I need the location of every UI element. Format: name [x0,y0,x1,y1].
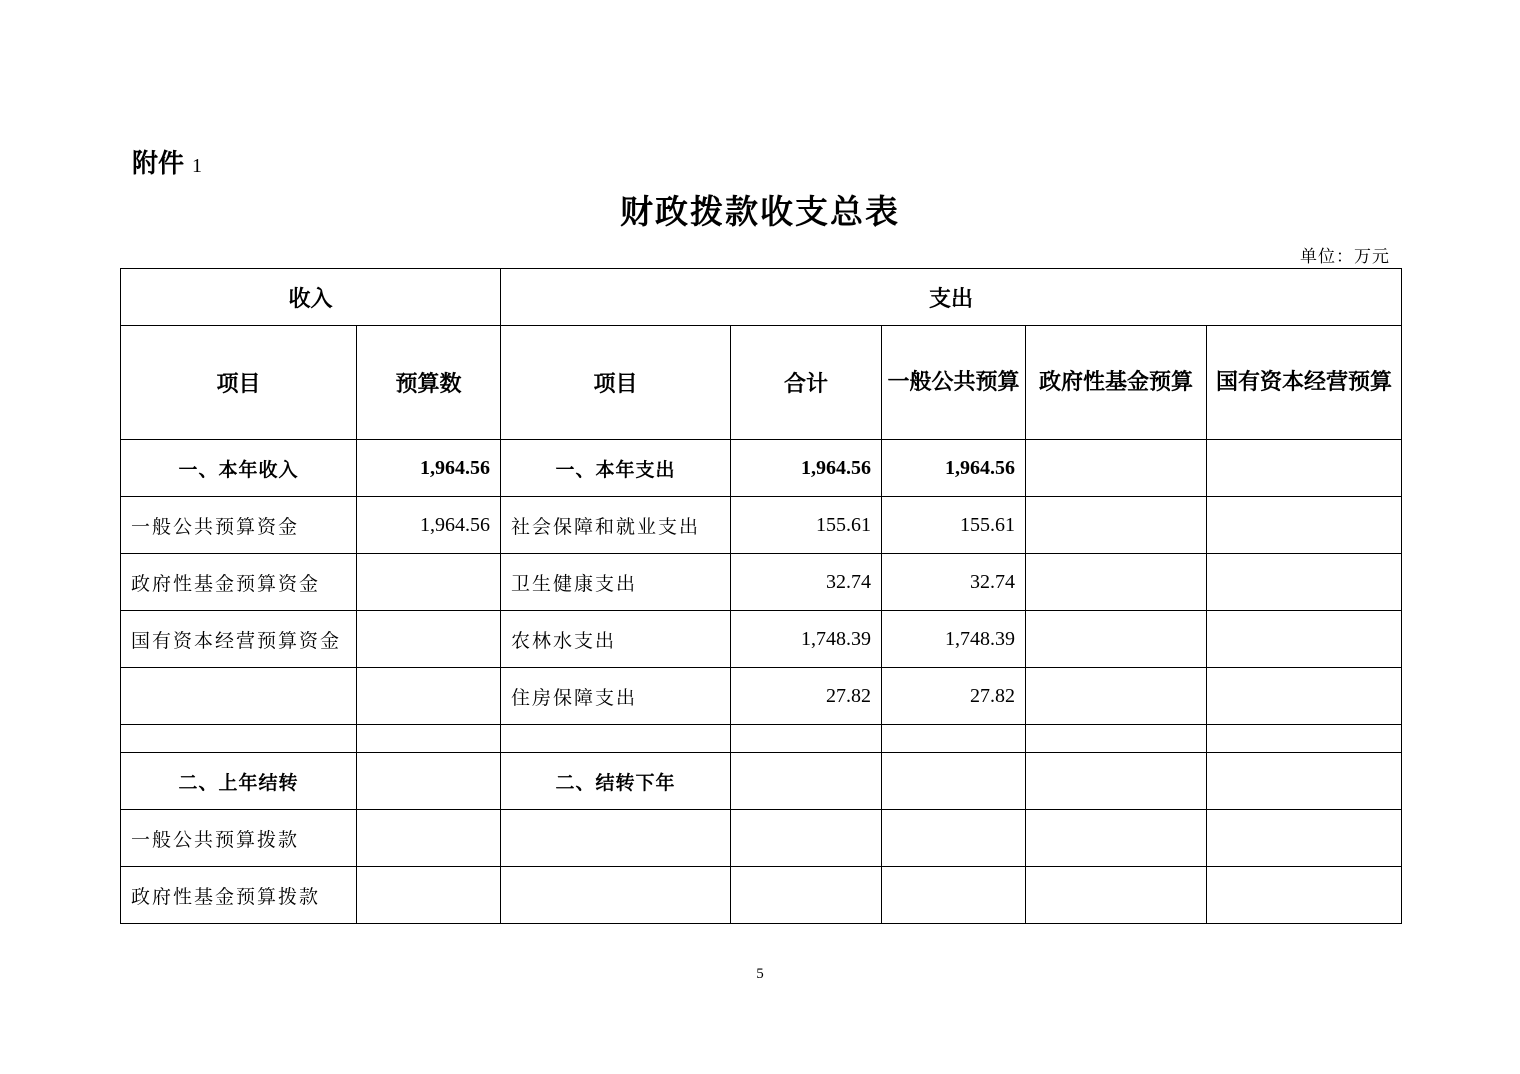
income-value-cell [357,611,501,668]
table-row [121,440,1402,497]
income-item-header: 项目 [121,326,357,440]
income-item-cell: 政府性基金预算资金 [121,554,357,611]
income-item-cell: 国有资本经营预算资金 [121,611,357,668]
total-cell [731,867,882,924]
total-cell: 1,748.39 [731,611,882,668]
expense-item-cell: 社会保障和就业支出 [501,497,731,554]
general-public-cell: 1,748.39 [882,611,1026,668]
total-cell [731,725,882,753]
attachment-text: 附件 [132,149,185,179]
unit-label: 单位：万元 [1300,247,1390,267]
attachment-label [132,143,212,180]
expense-item-cell [501,725,731,753]
income-header: 收入 [121,269,501,326]
general-public-cell [882,725,1026,753]
attachment-number: 1 [192,155,203,177]
gov-fund-cell [1026,554,1207,611]
income-value-cell [357,810,501,867]
total-cell [731,753,882,810]
table-row [121,497,1402,554]
table-row [121,611,1402,668]
gov-fund-cell [1026,440,1207,497]
budget-table [120,268,1402,924]
total-cell [731,810,882,867]
expense-item-cell [501,810,731,867]
expense-item-cell: 农林水支出 [501,611,731,668]
income-item-cell: 一、本年收入 [121,440,357,497]
state-capital-cell [1207,440,1402,497]
income-value-cell [357,554,501,611]
expense-item-cell: 二、结转下年 [501,753,731,810]
gov-fund-cell [1026,753,1207,810]
total-cell: 32.74 [731,554,882,611]
general-public-cell: 1,964.56 [882,440,1026,497]
gov-fund-cell [1026,668,1207,725]
state-capital-cell [1207,725,1402,753]
income-value-cell [357,725,501,753]
income-item-cell: 一般公共预算资金 [121,497,357,554]
gov-fund-header: 政府性基金预算 [1026,326,1207,440]
total-header: 合计 [731,326,882,440]
table-row [121,867,1402,924]
total-cell: 155.61 [731,497,882,554]
table-row [121,810,1402,867]
income-item-cell: 一般公共预算拨款 [121,810,357,867]
income-item-cell: 政府性基金预算拨款 [121,867,357,924]
table-row [121,668,1402,725]
state-capital-header: 国有资本经营预算 [1207,326,1402,440]
income-value-cell: 1,964.56 [357,497,501,554]
state-capital-cell [1207,611,1402,668]
income-value-cell [357,753,501,810]
general-public-cell [882,753,1026,810]
gov-fund-cell [1026,497,1207,554]
gov-fund-cell [1026,611,1207,668]
income-value-cell [357,867,501,924]
gov-fund-cell [1026,725,1207,753]
income-item-cell: 二、上年结转 [121,753,357,810]
state-capital-cell [1207,810,1402,867]
expense-header: 支出 [501,269,1402,326]
total-cell: 27.82 [731,668,882,725]
header-row-1 [121,269,1402,326]
state-capital-cell [1207,497,1402,554]
general-public-cell: 155.61 [882,497,1026,554]
expense-item-cell [501,867,731,924]
income-budget-header: 预算数 [357,326,501,440]
general-public-cell [882,810,1026,867]
income-value-cell: 1,964.56 [357,440,501,497]
general-public-cell: 32.74 [882,554,1026,611]
income-item-cell [121,725,357,753]
page-title: 财政拨款收支总表 [620,192,900,231]
table-row [121,554,1402,611]
table-row-spacer [121,725,1402,753]
header-row-2 [121,326,1402,440]
total-cell: 1,964.56 [731,440,882,497]
general-public-header: 一般公共预算 [882,326,1026,440]
expense-item-header: 项目 [501,326,731,440]
page-number: 5 [756,966,764,982]
gov-fund-cell [1026,810,1207,867]
general-public-cell: 27.82 [882,668,1026,725]
state-capital-cell [1207,668,1402,725]
state-capital-cell [1207,753,1402,810]
income-item-cell [121,668,357,725]
income-value-cell [357,668,501,725]
expense-item-cell: 一、本年支出 [501,440,731,497]
expense-item-cell: 住房保障支出 [501,668,731,725]
general-public-cell [882,867,1026,924]
expense-item-cell: 卫生健康支出 [501,554,731,611]
table-row [121,753,1402,810]
state-capital-cell [1207,554,1402,611]
state-capital-cell [1207,867,1402,924]
gov-fund-cell [1026,867,1207,924]
